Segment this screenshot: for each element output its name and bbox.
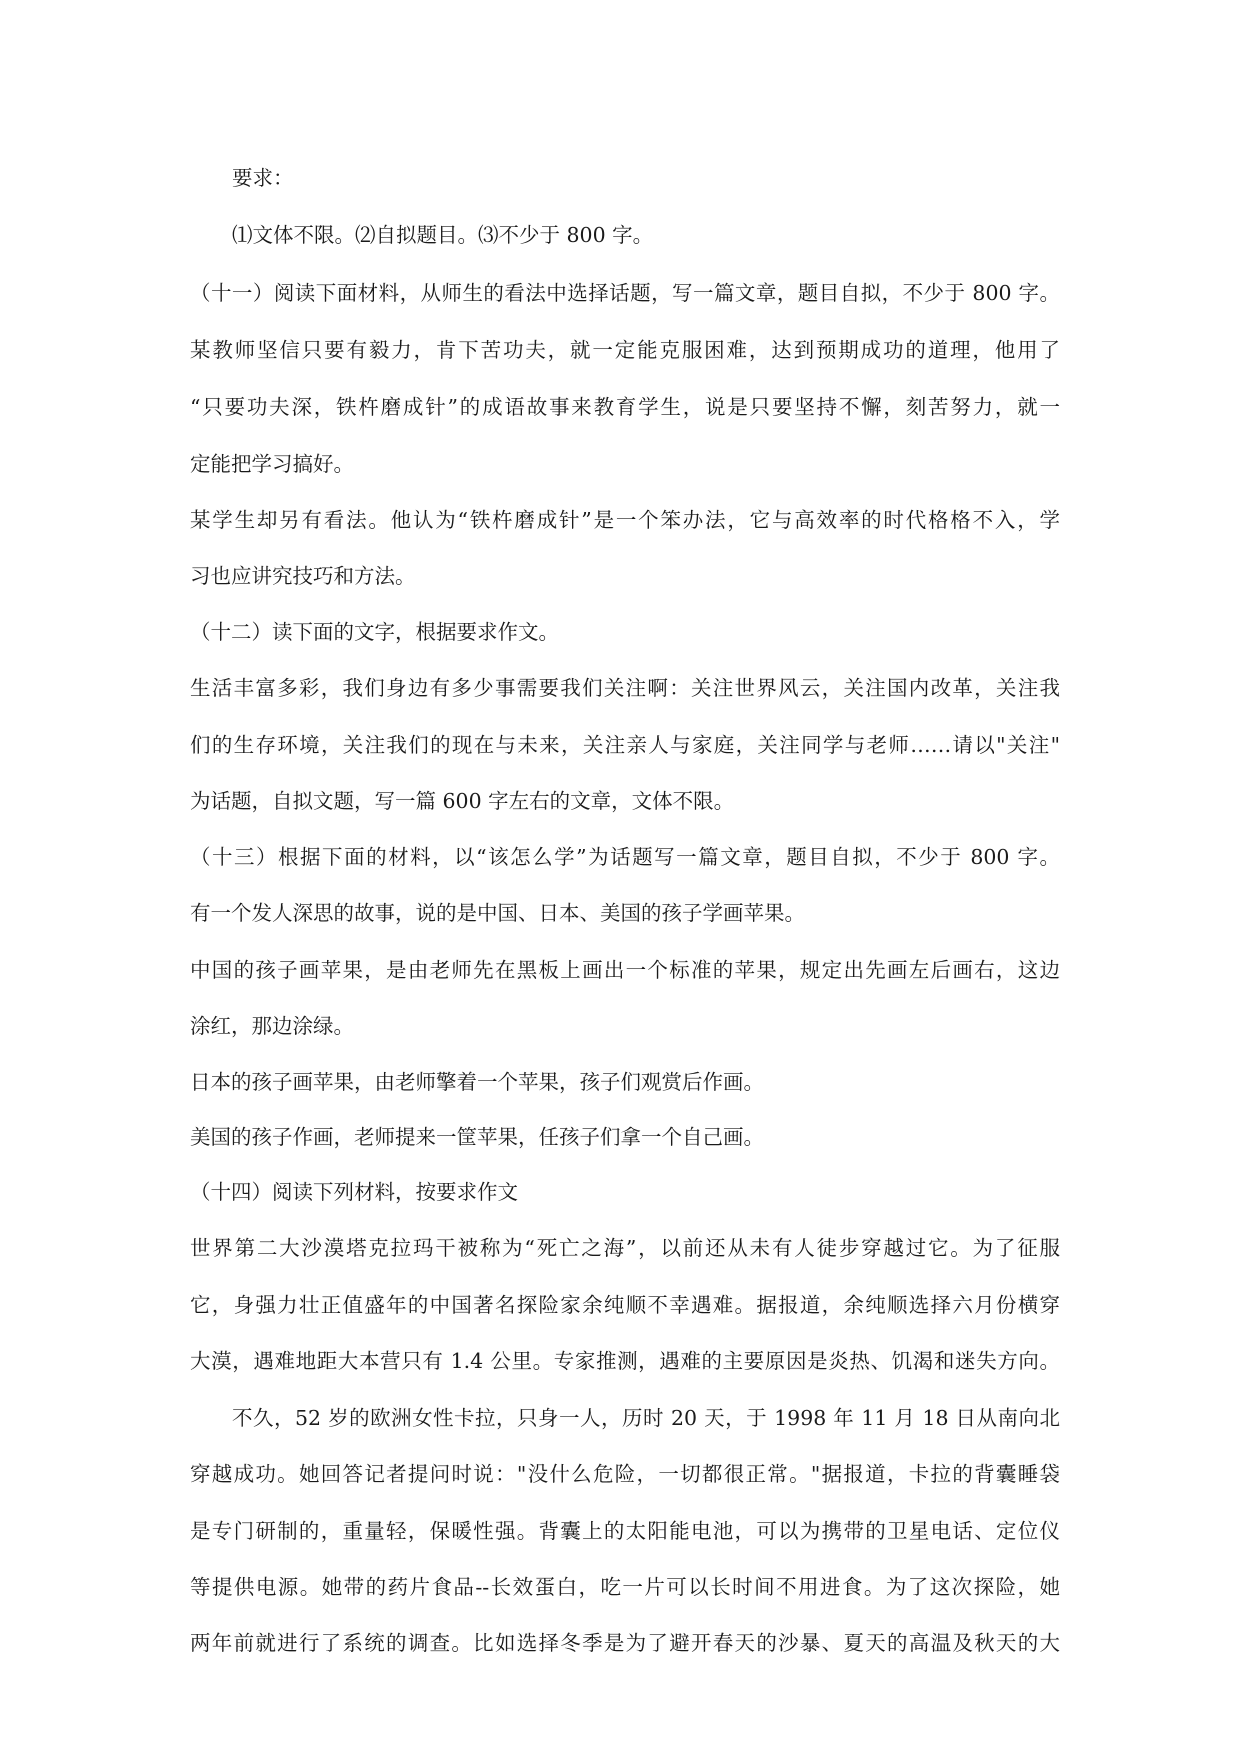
paragraph-line: 穿越成功。她回答记者提问时说："没什么危险，一切都很正常。"据报道，卡拉的背囊睡袋	[190, 1462, 1060, 1486]
paragraph-line: 美国的孩子作画，老师提来一筐苹果，任孩子们拿一个自己画。	[190, 1125, 764, 1149]
paragraph-line: 不久，52 岁的欧洲女性卡拉，只身一人，历时 20 天，于 1998 年 11 月 18 日从南向北	[232, 1406, 1060, 1430]
paragraph-line: 中国的孩子画苹果，是由老师先在黑板上画出一个标准的苹果，规定出先画左后画右，这边	[190, 958, 1060, 982]
paragraph-line: 世界第二大沙漠塔克拉玛干被称为“死亡之海”，以前还从未有人徒步穿越过它。为了征服	[190, 1236, 1060, 1260]
section-12-heading: （十二）读下面的文字，根据要求作文。	[190, 620, 559, 644]
paragraph-line: 生活丰富多彩，我们身边有多少事需要我们关注啊：关注世界风云，关注国内改革，关注我	[190, 676, 1060, 700]
paragraph-line: 某教师坚信只要有毅力，肯下苦功夫，就一定能克服困难，达到预期成功的道理，他用了	[190, 338, 1060, 362]
paragraph-line: 它，身强力壮正值盛年的中国著名探险家余纯顺不幸遇难。据报道，余纯顺选择六月份横穿	[190, 1293, 1060, 1317]
paragraph-line: 涂红，那边涂绿。	[190, 1014, 354, 1038]
paragraph-line: “只要功夫深，铁杵磨成针”的成语故事来教育学生，说是只要坚持不懈，刻苦努力，就一	[190, 395, 1060, 419]
paragraph-line: 日本的孩子画苹果，由老师擎着一个苹果，孩子们观赏后作画。	[190, 1070, 764, 1094]
requirements-list: ⑴文体不限。⑵自拟题目。⑶不少于 800 字。	[232, 223, 654, 247]
section-11-heading: （十一）阅读下面材料，从师生的看法中选择话题，写一篇文章，题目自拟，不少于 800 字。	[190, 281, 1060, 305]
section-13-heading: （十三）根据下面的材料，以“该怎么学”为话题写一篇文章，题目自拟，不少于 800 字。	[190, 845, 1060, 869]
paragraph-line: 两年前就进行了系统的调查。比如选择冬季是为了避开春天的沙暴、夏天的高温及秋天的大	[190, 1631, 1060, 1655]
paragraph-line: 有一个发人深思的故事，说的是中国、日本、美国的孩子学画苹果。	[190, 901, 805, 925]
paragraph-line: 习也应讲究技巧和方法。	[190, 564, 416, 588]
paragraph-line: 等提供电源。她带的药片食品--长效蛋白，吃一片可以长时间不用进食。为了这次探险，她	[190, 1575, 1060, 1599]
paragraph-line: 是专门研制的，重量轻，保暖性强。背囊上的太阳能电池，可以为携带的卫星电话、定位仪	[190, 1519, 1060, 1543]
requirements-heading: 要求：	[232, 166, 294, 190]
paragraph-line: 定能把学习搞好。	[190, 452, 354, 476]
paragraph-line: 们的生存环境，关注我们的现在与未来，关注亲人与家庭，关注同学与老师……请以"关注"	[190, 733, 1060, 757]
paragraph-line: 大漠，遇难地距大本营只有 1.4 公里。专家推测，遇难的主要原因是炎热、饥渴和迷失方向。	[190, 1349, 1060, 1373]
paragraph-line: 为话题，自拟文题，写一篇 600 字左右的文章，文体不限。	[190, 789, 735, 813]
section-14-heading: （十四）阅读下列材料，按要求作文	[190, 1180, 518, 1204]
paragraph-line: 某学生却另有看法。他认为“铁杵磨成针”是一个笨办法，它与高效率的时代格格不入，学	[190, 508, 1060, 532]
